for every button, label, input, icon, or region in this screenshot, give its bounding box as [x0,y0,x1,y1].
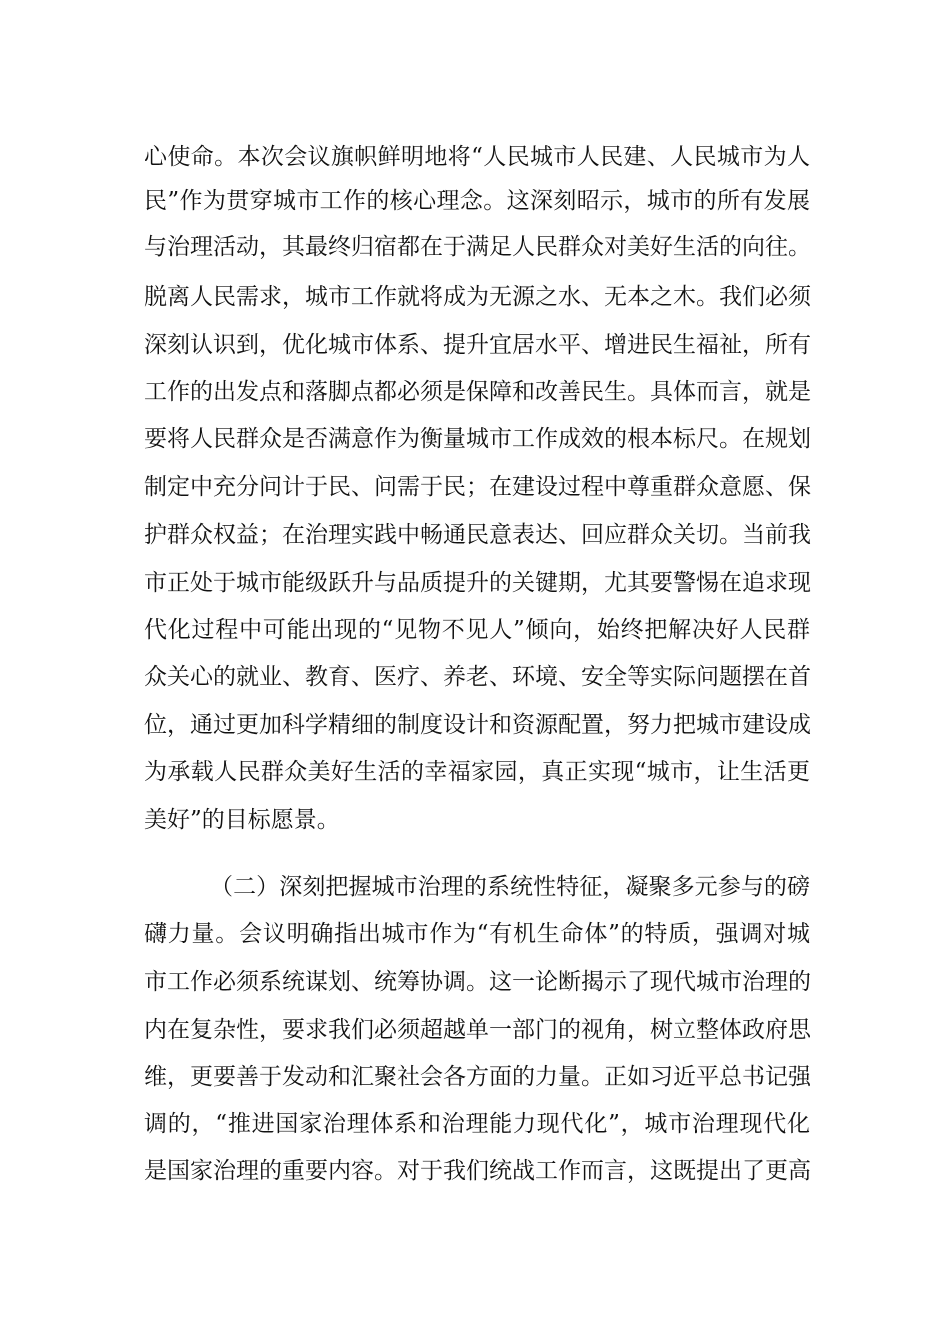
paragraph-last-line: 美好”的目标愿景。 [144,807,340,833]
text-line: 深刻认识到，优化城市体系、提升宜居水平、增进民生福祉，所有 [144,332,811,358]
text-line: 维，更要善于发动和汇聚社会各方面的力量。正如习近平总书记强 [144,1064,811,1090]
text-line: 制定中充分问计于民、问需于民；在建设过程中尊重群众意愿、保 [144,474,811,500]
text-line: 代化过程中可能出现的“见物不见人”倾向，始终把解决好人民群 [144,617,810,643]
text-line: 脱离人民需求，城市工作就将成为无源之水、无本之木。我们必须 [144,284,811,310]
text-line: 与治理活动，其最终归宿都在于满足人民群众对美好生活的向往。 [144,234,811,260]
text-line: 内在复杂性，要求我们必须超越单一部门的视角，树立整体政府思 [144,1017,811,1043]
text-line: 工作的出发点和落脚点都必须是保障和改善民生。具体而言，就是 [144,379,811,405]
text-line: 是国家治理的重要内容。对于我们统战工作而言，这既提出了更高 [144,1158,811,1184]
text-line: 市工作必须系统谋划、统筹协调。这一论断揭示了现代城市治理的 [144,969,811,995]
text-line: 位，通过更加科学精细的制度设计和资源配置，努力把城市建设成 [144,712,811,738]
text-line: 礴力量。会议明确指出城市作为“有机生命体”的特质，强调对城 [144,921,810,947]
text-line: 护群众权益；在治理实践中畅通民意表达、回应群众关切。当前我 [144,522,811,548]
text-line: 众关心的就业、教育、医疗、养老、环境、安全等实际问题摆在首 [144,664,811,690]
text-line: 调的，“推进国家治理体系和治理能力现代化”，城市治理现代化 [144,1111,810,1137]
text-line: 要将人民群众是否满意作为衡量城市工作成效的根本标尺。在规划 [144,426,811,452]
text-line: 民”作为贯穿城市工作的核心理念。这深刻昭示，城市的所有发展 [144,188,810,214]
text-line: 心使命。本次会议旗帜鲜明地将“人民城市人民建、人民城市为人 [144,144,810,170]
section-heading-line: （二）深刻把握城市治理的系统性特征，凝聚多元参与的磅 [210,874,810,900]
text-line: 为承载人民群众美好生活的幸福家园，真正实现“城市，让生活更 [144,759,810,785]
text-line: 市正处于城市能级跃升与品质提升的关键期，尤其要警惕在追求现 [144,570,811,596]
